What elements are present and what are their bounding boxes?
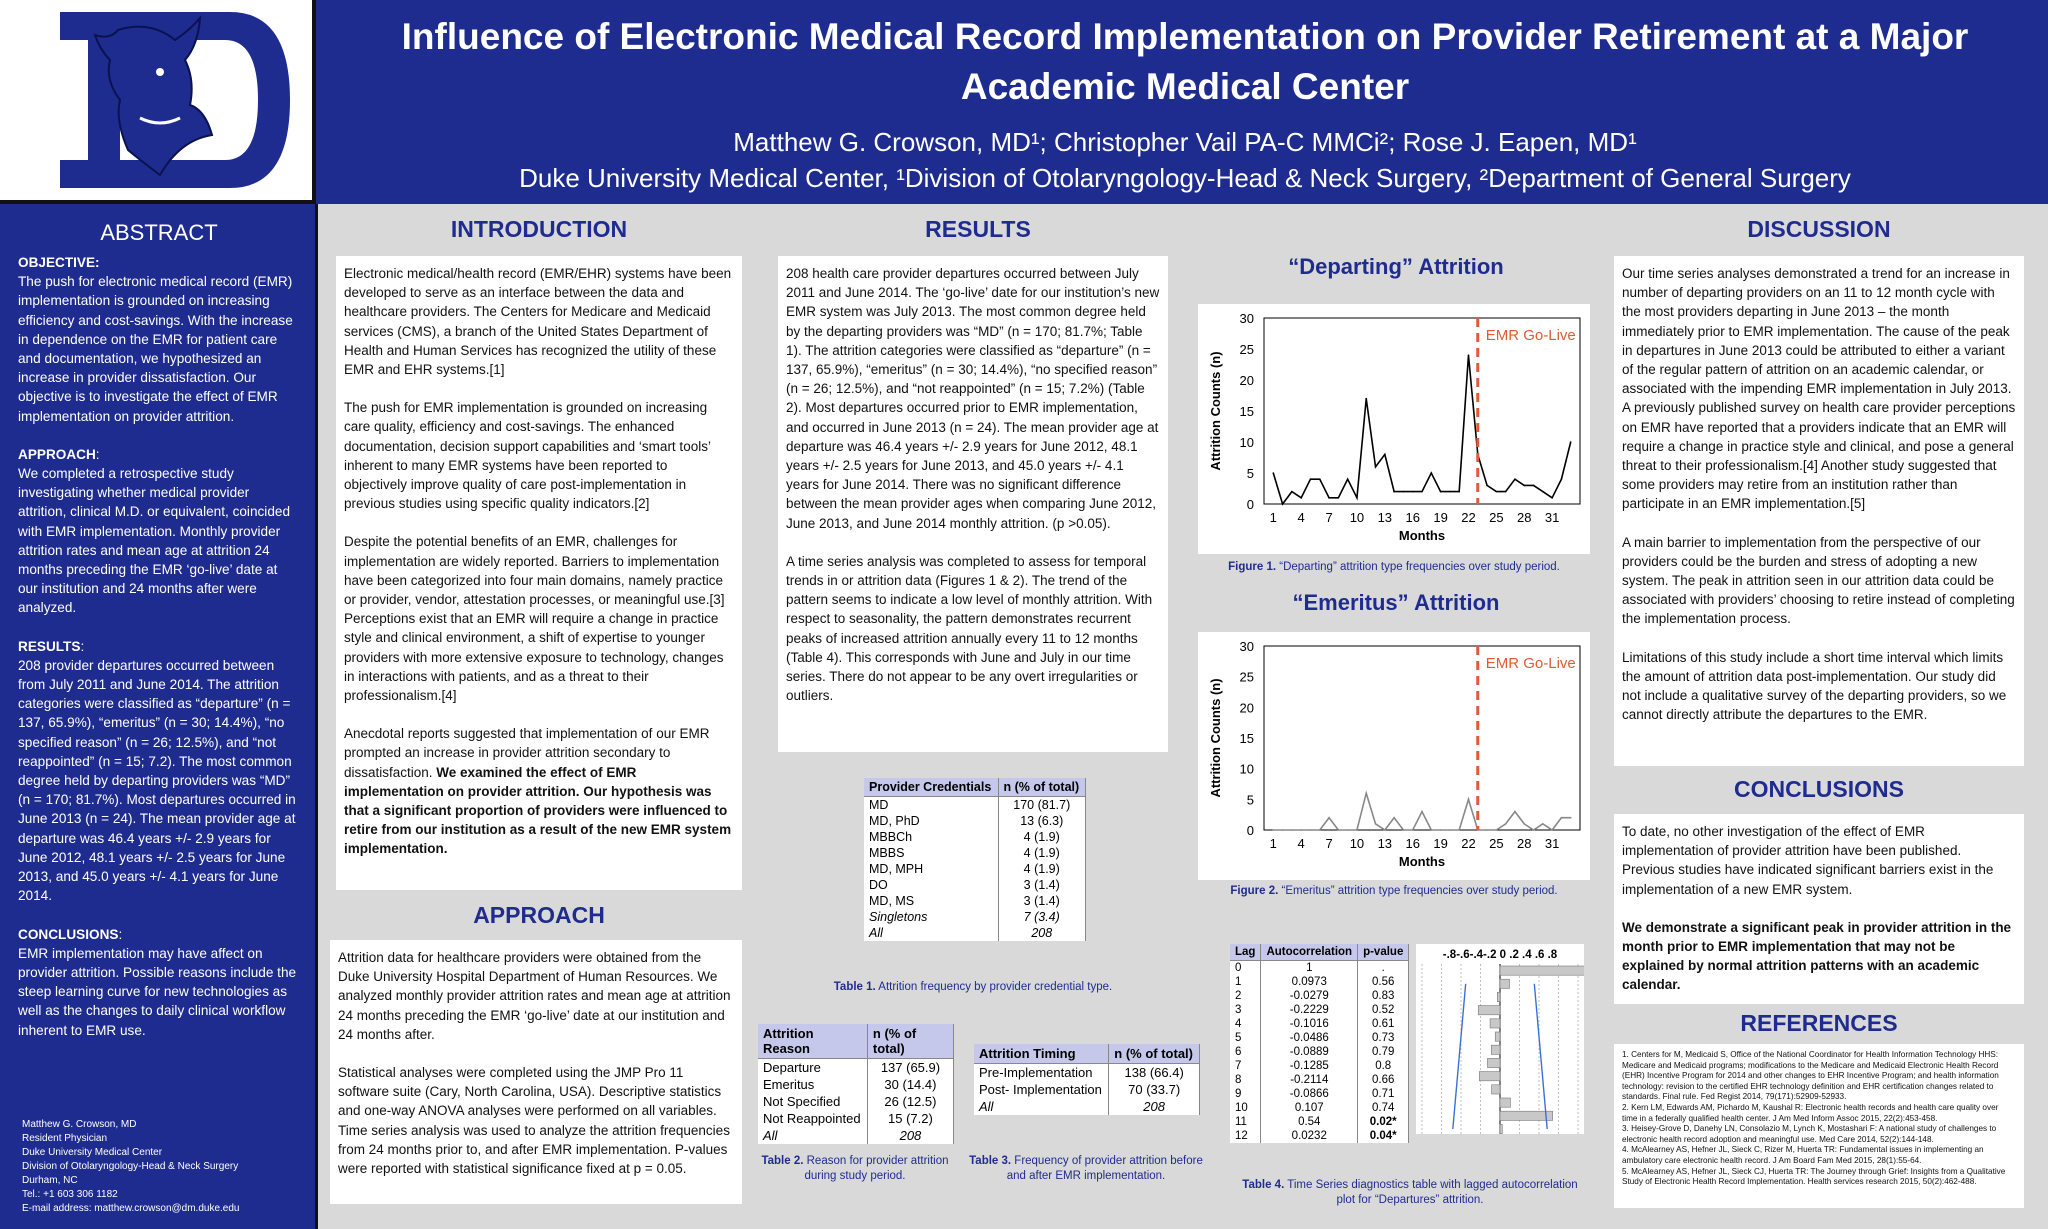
table-cell: 1: [1261, 961, 1358, 976]
data-point: [1403, 491, 1405, 493]
table-cell: 4 (1.9): [998, 829, 1086, 845]
approach-heading: APPROACH: [473, 902, 605, 928]
go-live-label: EMR Go-Live: [1485, 655, 1576, 672]
discussion-box: Our time series analyses demonstrated a trend for an increase in number of departing providers on an 11 to 12 month cycle with the most providers departing in June 2013 – the month immediately prior to EMR implementation. The cause of the peak in departures in June 2013 could be attributed to either a variant of the regular pattern of attrition on an academic calendar, or associated with the impending EMR implementation in July 2013. A previously published survey on health care provider perceptions on EMR have reported that a providers indicate that an EMR will require a change in practice style and clinical, and pose a general threat to their professionalism.[4] Another study suggested that some providers may retire from an institution rather than participate in an EMR implementation.[5] A main barrier to implementation from the perspective of our providers could be the burden and stress of adopting a new system. The peak in attrition seen in our attrition data could be associated with providers’ choosing to retire instead of completing the implementation process. Limitations of this study include a short time interval which limits the amount of attrition data post-implementation. Our study did not include a qualitative survey of the departing providers, so we cannot directly attribute the departures to the EMR.: [1614, 256, 2024, 766]
x-tick-label: 16: [1405, 510, 1420, 525]
y-tick-label: 10: [1239, 435, 1254, 450]
table-row: [1230, 1003, 1409, 1017]
x-tick-label: 1: [1269, 836, 1277, 851]
table-cell: 0.71: [1358, 1087, 1409, 1101]
table-cell: 208: [1109, 1098, 1200, 1115]
table-cell: .: [1358, 961, 1409, 976]
acf-bar: [1492, 1085, 1500, 1094]
data-point: [1533, 829, 1535, 831]
x-tick-label: 31: [1544, 510, 1560, 525]
y-tick-label: 0: [1246, 497, 1254, 512]
x-tick-label: 4: [1297, 836, 1305, 851]
x-tick-label: 1: [1269, 510, 1277, 525]
figure-2-title: “Emeritus” Attrition: [1292, 590, 1500, 615]
table-row: [864, 845, 1086, 861]
results-heading: RESULTS: [925, 216, 1031, 242]
x-tick-label: 28: [1517, 510, 1532, 525]
acf-bar: [1500, 1098, 1510, 1107]
data-point: [1551, 829, 1553, 831]
table-cell: DO: [864, 877, 998, 893]
data-point: [1514, 478, 1516, 480]
table-row: [1230, 1073, 1409, 1087]
introduction-heading: INTRODUCTION: [450, 216, 628, 242]
table-row: [1230, 1059, 1409, 1073]
table-cell: 208: [867, 1127, 953, 1144]
email-link[interactable]: E-mail address: matthew.crowson@dm.duke.edu: [22, 1203, 240, 1214]
table-row: [974, 1098, 1200, 1115]
figure-2-chart: [1198, 632, 1590, 880]
blue-devil-logo-icon: [0, 0, 312, 200]
series-line: [1273, 355, 1570, 504]
data-point: [1561, 478, 1563, 480]
table-row: [1230, 1087, 1409, 1101]
table-3: [974, 1044, 1200, 1115]
acf-bar: [1491, 1045, 1500, 1054]
table-row: [758, 1059, 954, 1077]
table-cell: 10: [1230, 1101, 1261, 1115]
duke-logo: [0, 0, 316, 204]
data-point: [1393, 817, 1395, 819]
data-point: [1533, 485, 1535, 487]
x-tick-label: 31: [1544, 836, 1560, 851]
x-tick-label: 16: [1405, 836, 1420, 851]
data-point: [1505, 491, 1507, 493]
table-row: [758, 1076, 954, 1093]
table-cell: 3 (1.4): [998, 877, 1086, 893]
table-row: [1230, 1045, 1409, 1059]
x-tick-label: 22: [1461, 510, 1476, 525]
table-cell: 137 (65.9): [867, 1059, 953, 1077]
table-cell: -0.0279: [1261, 989, 1358, 1003]
data-point: [1384, 454, 1386, 456]
data-point: [1449, 829, 1451, 831]
table-1: [864, 778, 1086, 941]
abstract-body: [18, 253, 300, 1059]
data-point: [1310, 829, 1312, 831]
plot-frame: [1264, 318, 1580, 504]
x-axis-label: Months: [1398, 854, 1446, 869]
table-header-cell: Lag: [1230, 944, 1261, 961]
y-tick-label: 30: [1239, 311, 1254, 326]
x-tick-label: 13: [1377, 510, 1393, 525]
y-tick-label: 10: [1239, 761, 1254, 777]
table-cell: -0.2114: [1261, 1073, 1358, 1087]
x-tick-label: 25: [1489, 836, 1504, 851]
data-point: [1272, 472, 1274, 474]
y-tick-label: 5: [1246, 466, 1254, 481]
table-cell: 1: [1230, 975, 1261, 989]
table-cell: 0.54: [1261, 1115, 1358, 1129]
data-point: [1375, 466, 1377, 468]
author-list: Matthew G. Crowson, MD¹; Christopher Vail PA-C MMCi²; Rose J. Eapen, MD¹: [733, 127, 1637, 157]
x-tick-label: 10: [1349, 510, 1365, 525]
author-block: [340, 124, 2030, 196]
data-point: [1282, 829, 1284, 831]
table-cell: 6: [1230, 1045, 1261, 1059]
data-point: [1310, 478, 1312, 480]
data-point: [1468, 354, 1470, 356]
go-live-label: EMR Go-Live: [1485, 327, 1576, 344]
table-cell: 11: [1230, 1115, 1261, 1129]
data-point: [1440, 829, 1442, 831]
data-point: [1319, 829, 1321, 831]
x-tick-label: 19: [1433, 510, 1448, 525]
data-point: [1291, 491, 1293, 493]
table-row: [864, 813, 1086, 829]
table-row: [864, 909, 1086, 925]
emeritus-line-chart: [1198, 632, 1590, 880]
contact-info: Matthew G. Crowson, MD Resident Physician Duke University Medical Center Division of Otolaryngology-Head & Neck Surgery Durham, NC Tel.: +1 603 306 1182 E-mail address: matthew.crowson@dm.duke.edu: [22, 1118, 302, 1216]
y-tick-label: 0: [1246, 823, 1254, 838]
table-row: [864, 893, 1086, 909]
reference-item: 2. Kern LM, Edwards AM, Pichardo M, Kaushal R: Electronic health records and health care quality over time in a federally qualified health center. J Am Med Inform Assoc 2015, 22(2):453-458.: [1622, 1102, 1999, 1123]
y-axis-label: Attrition Counts (n): [1208, 678, 1223, 798]
acf-bar: [1500, 1124, 1502, 1133]
data-point: [1561, 817, 1563, 819]
table-cell: Post- Implementation: [974, 1081, 1109, 1098]
table-row: [1230, 1031, 1409, 1045]
table-row: [864, 877, 1086, 893]
table-cell: 0: [1230, 961, 1261, 976]
x-tick-label: 7: [1325, 510, 1333, 525]
acf-bar: [1500, 979, 1509, 988]
table-cell: 0.52: [1358, 1003, 1409, 1017]
data-point: [1338, 829, 1340, 831]
table-cell: 8: [1230, 1073, 1261, 1087]
table-cell: 0.0232: [1261, 1129, 1358, 1143]
table-cell: -0.0866: [1261, 1087, 1358, 1101]
data-point: [1486, 485, 1488, 487]
table-cell: 15 (7.2): [867, 1110, 953, 1127]
departing-line-chart: [1198, 304, 1590, 554]
autocorrelation-bar-plot: [1416, 944, 1584, 1134]
abstract-results: RESULTS: 208 provider departures occurred between from July 2011 and June 2014. The attrition categories were classified as “departure” (n = 137, 65.9%), “emeritus” (n = 30; 14.4%), “no specified reason” (n = 26; 12.5%), and “not reappointed” (n = 15; 7.2). The most common degree held by departing providers was “MD” (n = 170; 81.7%). Most departures occurred in June 2013 (n = 24). The mean provider age at departure was 46.4 years +/- 2.9 years for June 2012, 48.1 years +/- 2.5 years for June 2013, and 45.0 years +/- 4.1 years for June 2014.: [18, 638, 296, 904]
data-point: [1347, 478, 1349, 480]
table-row: [1230, 1115, 1409, 1129]
table-cell: 5: [1230, 1031, 1261, 1045]
data-point: [1365, 398, 1367, 400]
conclusions-heading: CONCLUSIONS: [1734, 776, 1904, 802]
acf-bar: [1497, 992, 1500, 1001]
data-point: [1570, 817, 1572, 819]
table-cell: Emeritus: [758, 1076, 867, 1093]
table-cell: -0.2229: [1261, 1003, 1358, 1017]
table-cell: 0.02*: [1358, 1115, 1409, 1129]
table-cell: MD, PhD: [864, 813, 998, 829]
table-row: [1230, 1101, 1409, 1115]
x-axis-label: Months: [1398, 528, 1446, 543]
table-cell: All: [758, 1127, 867, 1144]
table-cell: MD, MS: [864, 893, 998, 909]
table-header-cell: n (% of total): [998, 778, 1086, 797]
y-tick-label: 20: [1239, 373, 1254, 388]
table-row: [864, 797, 1086, 814]
poster-title: Influence of Electronic Medical Record Implementation on Provider Retirement at a Major Academic Medical Center: [401, 16, 1969, 107]
table-cell: 7: [1230, 1059, 1261, 1073]
table-row: [1230, 961, 1409, 976]
table-row: [864, 861, 1086, 877]
x-tick-label: 19: [1433, 836, 1448, 851]
y-tick-label: 25: [1239, 669, 1254, 685]
data-point: [1570, 441, 1572, 443]
data-point: [1412, 829, 1414, 831]
table-header-cell: n (% of total): [1109, 1044, 1200, 1064]
data-point: [1338, 497, 1340, 499]
table-cell: Not Reappointed: [758, 1110, 867, 1127]
table-cell: 7 (3.4): [998, 909, 1086, 925]
table-cell: 170 (81.7): [998, 797, 1086, 814]
table-row: [1230, 975, 1409, 989]
acf-bar: [1478, 1006, 1500, 1015]
references-heading: REFERENCES: [1740, 1010, 1898, 1036]
table-row: [864, 829, 1086, 845]
table-cell: 13 (6.3): [998, 813, 1086, 829]
table-cell: 0.56: [1358, 975, 1409, 989]
data-point: [1496, 491, 1498, 493]
table-cell: 0.8: [1358, 1059, 1409, 1073]
autocorrelation-plot: [1416, 944, 1584, 1134]
table-header-cell: p-value: [1358, 944, 1409, 961]
acf-bar: [1479, 1072, 1500, 1081]
x-tick-label: 28: [1517, 836, 1532, 851]
reference-item: 5. McAlearney AS, Hefner JL, Sieck CJ, Huerta TR: The Journey through Grief: Insights from a Qualitative Study of Electronic Health Record Implementation. Health services research 2015, 50(2):462-488.: [1622, 1166, 2006, 1187]
table-4-caption: Table 4. Time Series diagnostics table with lagged autocorrelation plot for “Departures” attrition.: [1242, 1179, 1578, 1206]
table-4: [1230, 944, 1409, 1143]
acf-bar: [1500, 966, 1584, 975]
data-point: [1375, 823, 1377, 825]
data-point: [1514, 811, 1516, 813]
table-cell: MBBS: [864, 845, 998, 861]
x-tick-label: 25: [1489, 510, 1504, 525]
table-row: [758, 1093, 954, 1110]
table-row: [974, 1064, 1200, 1082]
data-point: [1356, 829, 1358, 831]
data-point: [1440, 491, 1442, 493]
table-cell: -0.0889: [1261, 1045, 1358, 1059]
table-cell: All: [864, 925, 998, 941]
table-cell: -0.0486: [1261, 1031, 1358, 1045]
y-tick-label: 25: [1239, 342, 1254, 357]
discussion-heading: DISCUSSION: [1747, 216, 1891, 242]
table-row: [864, 925, 1086, 941]
data-point: [1347, 829, 1349, 831]
data-point: [1523, 823, 1525, 825]
y-axis-label: Attrition Counts (n): [1208, 351, 1223, 471]
data-point: [1384, 829, 1386, 831]
table-row: [1230, 1017, 1409, 1031]
table-header-cell: Attrition Timing: [974, 1044, 1109, 1064]
x-tick-label: 10: [1349, 836, 1365, 851]
reference-item: 1. Centers for M, Medicaid S, Office of the National Coordinator for Health Information Technology HHS: Medicare and Medicaid programs; modifications to the Medicare and Medicaid Electronic Health Record (EHR) Incentive Program for 2014 and other changes to EHR Incentive Program; and health information technology: revision to the certified EHR technology definition and EHR certification changes related to standards. Final rule. Fed Regist 2014, 79(171):52909-52933.: [1622, 1050, 1999, 1102]
table-2: [758, 1024, 954, 1144]
table-1-caption: Table 1. Attrition frequency by provider credential type.: [833, 981, 1113, 993]
approach-box: Attrition data for healthcare providers were obtained from the Duke University Hospital Department of Human Resources. We analyzed monthly provider attrition rates and mean age at attrition 24 months preceding the EMR ‘go-live’ date at our institution and 24 months after. Statistical analyses were completed using the JMP Pro 11 software suite (Cary, North Carolina, USA). Descriptive statistics and one-way ANOVA analyses were performed on all variables. Time series analysis was used to analyze the attrition frequencies from 24 months prior to, and after EMR implementation. P-values were reported with statistical significance fixed at p = 0.05.: [330, 940, 742, 1204]
table-cell: 3: [1230, 1003, 1261, 1017]
table-3-caption: Table 3. Frequency of provider attrition before and after EMR implementation.: [969, 1155, 1203, 1182]
abstract-heading: ABSTRACT: [100, 220, 218, 245]
table-cell: 12: [1230, 1129, 1261, 1143]
reference-item: 4. McAlearney AS, Hefner JL, Sieck C, Rizer M, Huerta TR: Fundamental issues in implementing an ambulatory care electronic health record. J Am Board Fam Med 2015, 28(1):55-64.: [1622, 1145, 1984, 1165]
table-cell: MD, MPH: [864, 861, 998, 877]
data-point: [1430, 472, 1432, 474]
table-cell: 138 (66.4): [1109, 1064, 1200, 1082]
table-cell: 2: [1230, 989, 1261, 1003]
table-header-cell: Autocorrelation: [1261, 944, 1358, 961]
table-row: [1230, 1129, 1409, 1143]
abstract-objective: OBJECTIVE: The push for electronic medical record (EMR) implementation is grounded on increasing efficiency and cost-savings. With the increase in dependence on the EMR for patient care and documentation, we hypothesized an increase in provider dissatisfaction. Our objective is to investigate the effect of EMR implementation on provider attrition.: [18, 255, 293, 424]
y-tick-label: 15: [1239, 404, 1254, 419]
data-point: [1449, 491, 1451, 493]
data-point: [1505, 823, 1507, 825]
acf-bar: [1500, 1111, 1553, 1120]
figure-1-caption: Figure 1. “Departing” attrition type frequencies over study period.: [1228, 561, 1560, 573]
conclusions-box: To date, no other investigation of the effect of EMR implementation of provider attrition have been published. Previous studies have indicated significant barriers exist in the implementation of a new EMR system. We demonstrate a significant peak in provider attrition in the month prior to EMR implementation that may not be explained by normal attrition patterns with an academic calendar.: [1614, 814, 2024, 1004]
data-point: [1356, 497, 1358, 499]
references-box: [1614, 1044, 2024, 1208]
x-tick-label: 22: [1461, 836, 1476, 851]
data-point: [1458, 491, 1460, 493]
data-point: [1300, 829, 1302, 831]
plot-frame: [1264, 646, 1580, 830]
table-cell: Singletons: [864, 909, 998, 925]
reference-item: 3. Heisey-Grove D, Danehy LN, Consolazio M, Lynch K, Mostashari F: A national study of challenges to electronic health record adoption and meaningful use. Med Care 2014, 52(2):144-148.: [1622, 1124, 1997, 1144]
table-cell: 4: [1230, 1017, 1261, 1031]
data-point: [1486, 829, 1488, 831]
table-cell: 0.107: [1261, 1101, 1358, 1115]
data-point: [1393, 491, 1395, 493]
table-cell: -0.1285: [1261, 1059, 1358, 1073]
acf-bar: [1487, 1058, 1500, 1067]
table-cell: 0.79: [1358, 1045, 1409, 1059]
table-row: [974, 1081, 1200, 1098]
acf-axis-label: -.8-.6-.4-.2 0 .2 .4 .6 .8: [1442, 949, 1558, 961]
acf-confidence-band: [1453, 984, 1466, 1129]
table-cell: Departure: [758, 1059, 867, 1077]
data-point: [1468, 799, 1470, 801]
figure-1-title: “Departing” Attrition: [1288, 254, 1504, 279]
table-header-cell: Provider Credentials: [864, 778, 998, 797]
figure-2-caption: Figure 2. “Emeritus” attrition type frequencies over study period.: [1230, 885, 1558, 897]
table-cell: Pre-Implementation: [974, 1064, 1109, 1082]
data-point: [1542, 491, 1544, 493]
data-point: [1458, 829, 1460, 831]
table-cell: 208: [998, 925, 1086, 941]
data-point: [1496, 829, 1498, 831]
x-tick-label: 13: [1377, 836, 1393, 851]
results-box: 208 health care provider departures occurred between July 2011 and June 2014. The ‘go-live’ date for our institution’s new EMR system was July 2013. The most common degree held by the departing providers was “MD” (n = 170; 81.7%; Table 1). The attrition categories were classified as “departure” (n = 137, 65.9%), “emeritus” (n = 30; 14.4%), “no specified reason” (n = 26; 12.5%), and “not reappointed” (n = 15; 7.2%) (Table 2). Most departures occurred prior to EMR implementation, and occurred in June 2013 (n = 24). The mean provider age at departure was 46.4 years +/- 2.9 years for June 2012, 48.1 years +/- 2.5 years for June 2013, and 45.0 years +/- 4.1 years for June 2014. There was no significant difference between the mean provider ages when comparing June 2012, June 2013, and June 2014 monthly attrition. (p >0.05). A time series analysis was completed to assess for temporal trends in or attrition data (Figures 1 & 2). The trend of the pattern seems to indicate a low level of monthly attrition. With respect to seasonality, the pattern demonstrates recurrent peaks of increased attrition annually every 11 to 12 months (Table 4). This corresponds with June and July in our time series. There do not appear to be any overt irregularities or outliers.: [778, 256, 1168, 752]
data-point: [1421, 491, 1423, 493]
affiliation-list: Duke University Medical Center, ¹Division of Otolaryngology-Head & Neck Surgery, ²Department of General Surgery: [519, 163, 1851, 193]
data-point: [1291, 829, 1293, 831]
x-tick-label: 4: [1297, 510, 1305, 525]
table-cell: 0.66: [1358, 1073, 1409, 1087]
table-cell: 0.73: [1358, 1031, 1409, 1045]
table-cell: 70 (33.7): [1109, 1081, 1200, 1098]
abstract-approach: APPROACH: We completed a retrospective study investigating whether medical provider attrition, clinical M.D. or equivalent, coincided with EMR implementation. Monthly provider attrition rates and mean age at attrition 24 months preceding the EMR ‘go-live’ date at our institution and 24 months after were analyzed.: [18, 446, 291, 616]
y-tick-label: 15: [1239, 731, 1254, 746]
data-point: [1328, 817, 1330, 819]
table-cell: 26 (12.5): [867, 1093, 953, 1110]
table-row: [758, 1127, 954, 1144]
table-cell: 0.0973: [1261, 975, 1358, 989]
data-point: [1430, 829, 1432, 831]
data-point: [1412, 491, 1414, 493]
table-cell: 9: [1230, 1087, 1261, 1101]
table-cell: 3 (1.4): [998, 893, 1086, 909]
table-cell: 0.83: [1358, 989, 1409, 1003]
data-point: [1319, 478, 1321, 480]
table-row: [1230, 989, 1409, 1003]
table-cell: 0.74: [1358, 1101, 1409, 1115]
table-cell: -0.1016: [1261, 1017, 1358, 1031]
data-point: [1403, 829, 1405, 831]
data-point: [1542, 823, 1544, 825]
table-cell: MD: [864, 797, 998, 814]
table-row: [758, 1110, 954, 1127]
data-point: [1300, 497, 1302, 499]
x-tick-label: 7: [1325, 836, 1333, 851]
data-point: [1421, 811, 1423, 813]
data-point: [1282, 503, 1284, 505]
abstract-conclusions: CONCLUSIONS: EMR implementation may have affect on provider attrition. Possible reasons include the steep learning curve for new technologies as well as the changes to daily clinical workflow inherent to EMR use.: [18, 926, 297, 1038]
table-cell: MBBCh: [864, 829, 998, 845]
data-point: [1272, 829, 1274, 831]
data-point: [1365, 792, 1367, 794]
table-2-caption: Table 2. Reason for provider attrition during study period.: [761, 1155, 949, 1182]
table-cell: 4 (1.9): [998, 861, 1086, 877]
acf-bar: [1490, 1019, 1500, 1028]
y-tick-label: 5: [1246, 792, 1254, 808]
table-cell: Not Specified: [758, 1093, 867, 1110]
data-point: [1328, 497, 1330, 499]
table-cell: 0.61: [1358, 1017, 1409, 1031]
table-header-cell: Attrition Reason: [758, 1024, 867, 1059]
introduction-box: Electronic medical/health record (EMR/EHR) systems have been developed to serve as an interface between the data and healthcare providers. The Centers for Medicare and Medicaid services (CMS), a branch of the United States Department of Health and Human Services has recognized the utility of these EMR and EHR systems.[1] The push for EMR implementation is grounded on increasing care quality, efficiency and cost-savings. The enhanced documentation, decision support capabilities and ‘smart tools’ inherent to many EMR systems have been reported to objectively improve quality of care post-implementation in previous studies using specific quality indicators.[2] Despite the potential benefits of an EMR, challenges for implementation are widely reported. Barriers to implementation have been categorized into four main domains, namely practice or provider, vendor, attestation processes, or meaningful use.[3] Perceptions exist that an EMR will require a change in practice style and clinical environment, a shift of expertise to younger providers with more extensive exposure to technology, changes in interactions with patients, and as a threat to their professionalism.[4] Anecdotal reports suggested that implementation of our EMR prompted an increase in provider attrition secondary to dissatisfaction. We examined the effect of EMR implementation on provider attrition. Our hypothesis was that a significant proportion of providers were influenced to retire from our institution as a result of the new EMR system implementation.: [336, 256, 742, 890]
figure-1-chart: [1198, 304, 1590, 554]
acf-confidence-band: [1534, 984, 1547, 1129]
table-cell: All: [974, 1098, 1109, 1115]
y-tick-label: 20: [1239, 700, 1254, 716]
data-point: [1551, 497, 1553, 499]
y-tick-label: 30: [1239, 639, 1254, 654]
table-cell: 30 (14.4): [867, 1076, 953, 1093]
table-header-cell: n (% of total): [867, 1024, 953, 1059]
data-point: [1523, 485, 1525, 487]
table-cell: 4 (1.9): [998, 845, 1086, 861]
acf-bar: [1495, 1032, 1500, 1041]
table-cell: 0.04*: [1358, 1129, 1409, 1143]
